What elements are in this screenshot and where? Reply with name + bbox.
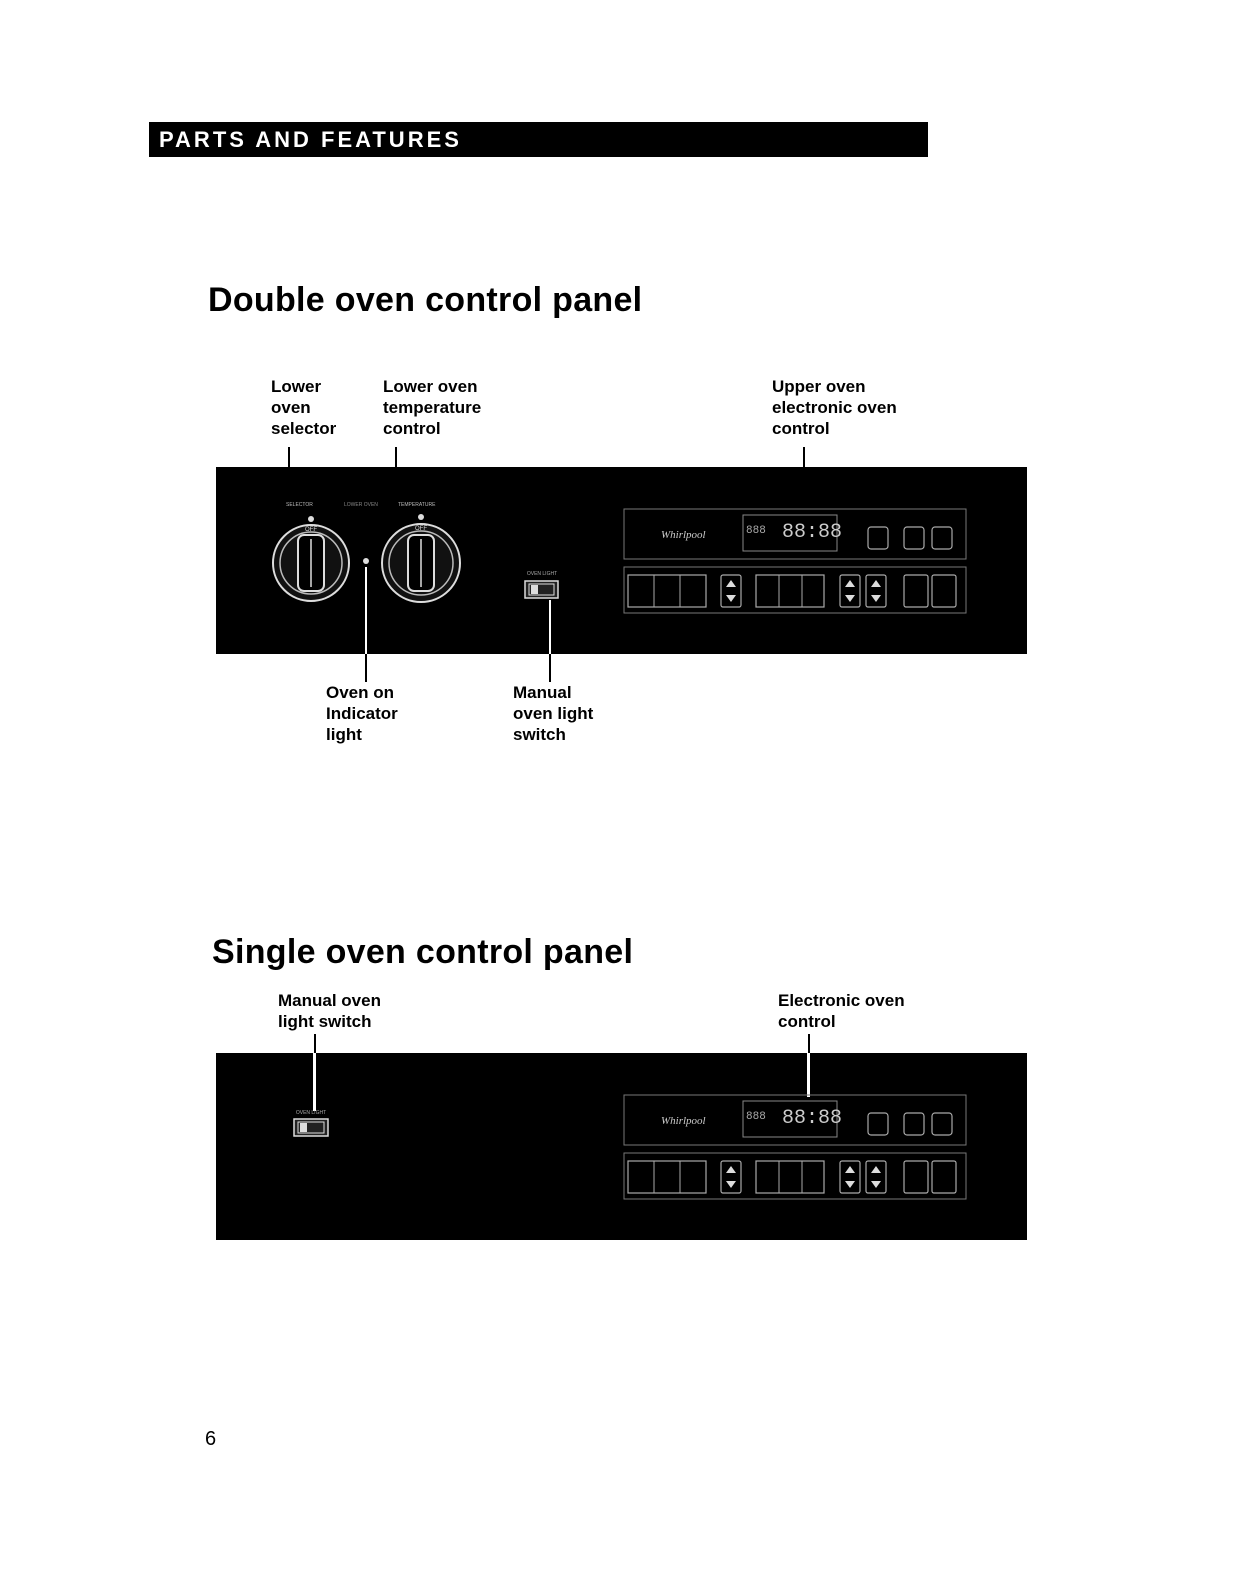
manual-oven-light-switch[interactable] <box>525 571 558 598</box>
leader-line-single-control <box>808 1034 810 1054</box>
double-panel-drawing <box>216 467 1027 654</box>
oven-on-indicator-light <box>363 558 369 564</box>
mode-button-group[interactable] <box>628 575 706 607</box>
leader-line-light-switch-inner <box>549 600 551 654</box>
temp-arrow-button[interactable] <box>721 1161 741 1193</box>
callout-upper-electronic-control: Upper oven electronic oven control <box>772 377 897 438</box>
control-button[interactable] <box>904 527 924 549</box>
mode-button-group[interactable] <box>628 1161 706 1193</box>
leader-line-indicator <box>365 654 367 682</box>
callout-single-light-switch: Manual oven light switch <box>278 991 381 1031</box>
label-lower-oven: LOWER OVEN <box>344 502 378 508</box>
brand-logo: Whirlpool <box>661 529 706 541</box>
start-button[interactable] <box>904 575 928 607</box>
time-button-group[interactable] <box>756 575 824 607</box>
single-panel-drawing <box>216 1053 1027 1240</box>
page-number: 6 <box>205 1428 217 1450</box>
single-oven-control-panel <box>216 1053 1027 1240</box>
minute-arrow-button[interactable] <box>866 1161 886 1193</box>
callout-manual-oven-light-switch: Manual oven light switch <box>513 683 594 744</box>
single-brand-logo: Whirlpool <box>661 1115 706 1127</box>
callout-lower-oven-temperature: Lower oven temperature control <box>383 377 482 438</box>
callout-single-electronic-control: Electronic oven control <box>778 991 905 1031</box>
callout-lower-oven-selector: Lower oven selector <box>271 377 337 438</box>
leader-line-indicator-inner <box>365 567 367 654</box>
small-display: 888 <box>746 525 766 537</box>
control-button[interactable] <box>932 527 952 549</box>
selector-off-label: OFF <box>305 527 317 533</box>
oven-light-label: OVEN LIGHT <box>526 571 558 577</box>
minute-arrow-button[interactable] <box>866 575 886 607</box>
cancel-button[interactable] <box>932 575 956 607</box>
time-button-group[interactable] <box>756 1161 824 1193</box>
single-oven-light-label: OVEN LIGHT <box>295 1110 327 1116</box>
leader-line-single-switch-inner <box>313 1053 316 1111</box>
single-electronic-oven-control <box>624 1095 966 1199</box>
section-header-title: PARTS AND FEATURES <box>159 127 462 152</box>
cancel-button[interactable] <box>932 1161 956 1193</box>
temperature-off-label: OFF <box>415 526 427 532</box>
label-selector: SELECTOR <box>286 502 313 508</box>
section-header-bar <box>149 122 928 157</box>
callout-oven-on-indicator: Oven on Indicator light <box>326 683 398 744</box>
lower-oven-selector-knob[interactable] <box>273 516 349 601</box>
clock-display: 88:88 <box>782 521 843 544</box>
control-button[interactable] <box>868 1113 888 1135</box>
label-temperature: TEMPERATURE <box>398 502 436 508</box>
hour-arrow-button[interactable] <box>840 1161 860 1193</box>
leader-line-single-control-inner <box>807 1053 810 1097</box>
control-button[interactable] <box>932 1113 952 1135</box>
lower-oven-temperature-knob[interactable] <box>382 514 460 602</box>
control-button[interactable] <box>904 1113 924 1135</box>
control-button[interactable] <box>868 527 888 549</box>
leader-line-light-switch <box>549 654 551 682</box>
double-oven-control-panel <box>216 467 1027 654</box>
start-button[interactable] <box>904 1161 928 1193</box>
single-panel-heading: Single oven control panel <box>212 933 634 971</box>
single-clock-display: 88:88 <box>782 1107 843 1130</box>
single-manual-oven-light-switch[interactable] <box>294 1110 328 1136</box>
upper-electronic-oven-control <box>624 509 966 613</box>
single-small-display: 888 <box>746 1111 766 1123</box>
double-panel-heading: Double oven control panel <box>208 281 643 319</box>
leader-line-single-switch <box>314 1034 316 1054</box>
hour-arrow-button[interactable] <box>840 575 860 607</box>
temp-arrow-button[interactable] <box>721 575 741 607</box>
